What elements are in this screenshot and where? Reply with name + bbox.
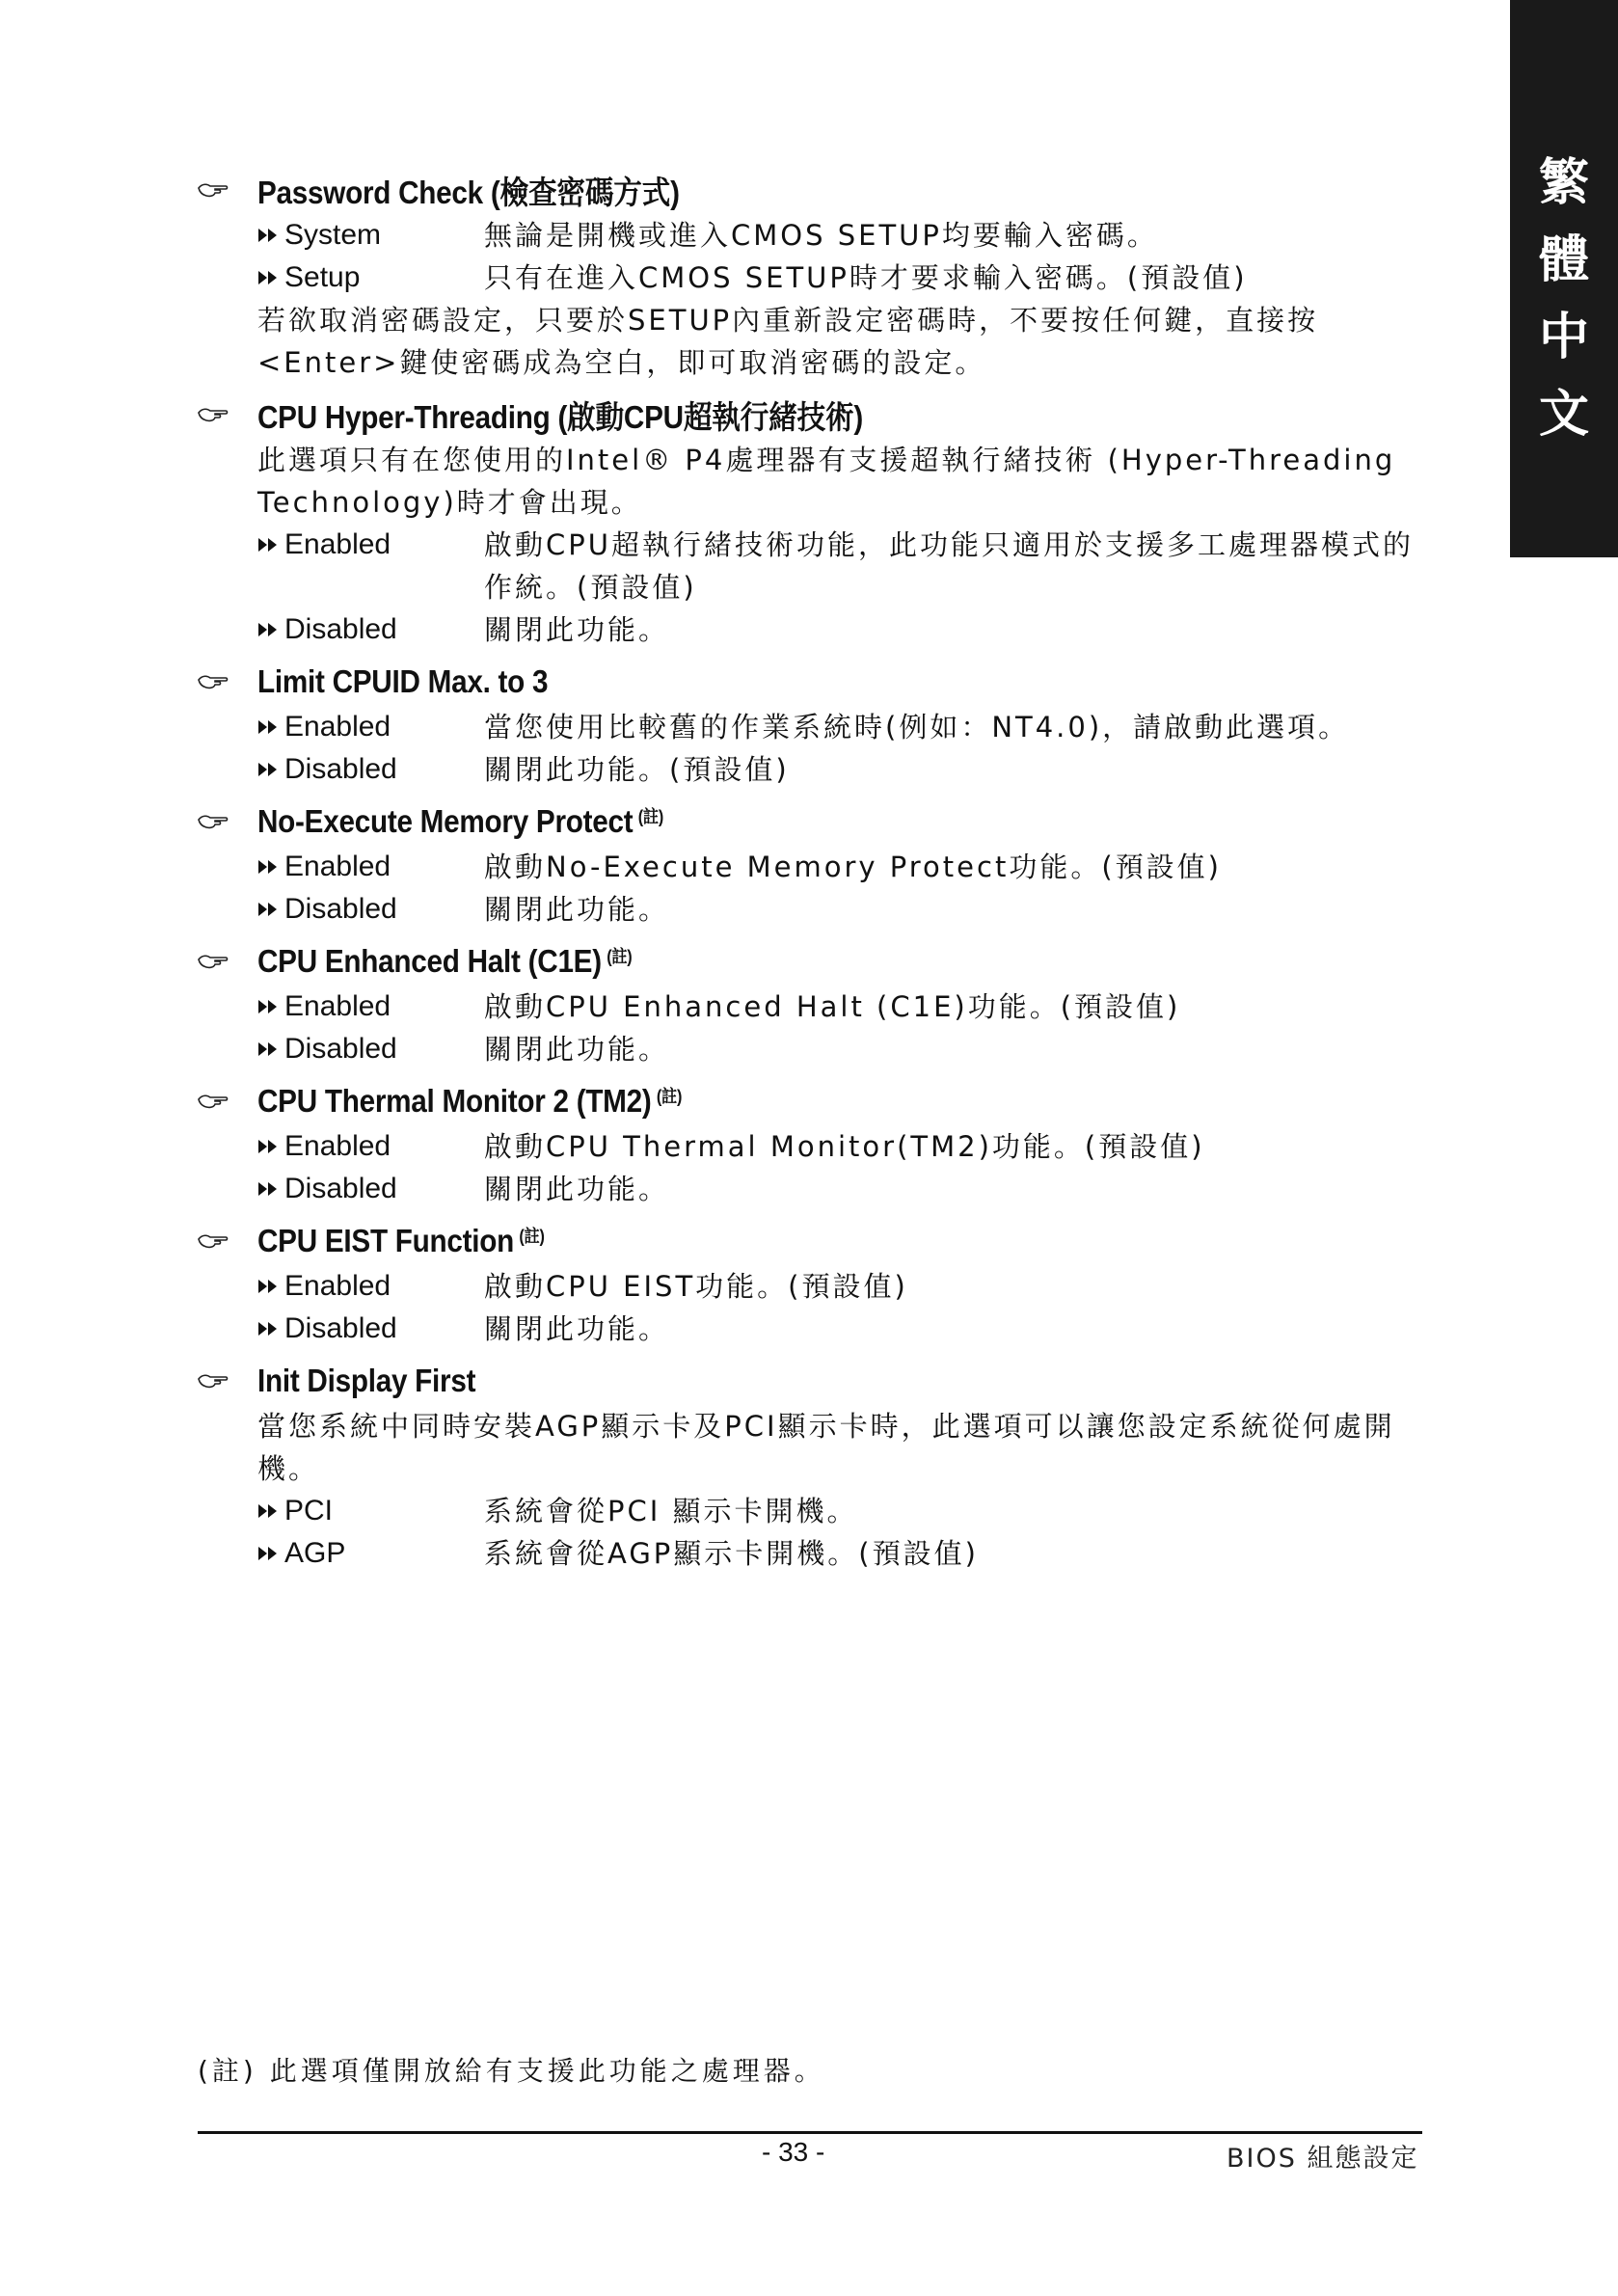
language-tab (1510, 0, 1618, 557)
double-arrow-icon (257, 1278, 279, 1295)
section-note: 若欲取消密碼設定，只要於SETUP內重新設定密碼時，不要按任何鍵，直接按<Enter>鍵使密碼成為空白，即可取消密碼的設定。 (257, 304, 1319, 379)
footer-divider (198, 2131, 1422, 2134)
option-name (257, 214, 484, 257)
section-title (257, 168, 680, 213)
section-heading (198, 391, 1422, 439)
option-description: 關閉此功能。(預設值) (484, 753, 790, 786)
option-description: 關閉此功能。 (484, 893, 670, 926)
option-name-text: Enabled (284, 1130, 391, 1162)
option-name-text: Disabled (284, 613, 397, 645)
option-row (198, 706, 1422, 748)
option-description: 系統會從PCI 顯示卡開機。 (484, 1495, 858, 1527)
double-arrow-icon (257, 1502, 279, 1520)
option-row (198, 1265, 1422, 1308)
footnote-marker: (註) (637, 807, 663, 826)
option-row (198, 214, 1422, 257)
main-content (198, 166, 1422, 1581)
option-description: 關閉此功能。 (484, 1033, 670, 1066)
language-tab-char: 文 (1538, 385, 1589, 444)
option-row (198, 257, 1422, 299)
option-name-text: Disabled (284, 893, 397, 925)
bios-setting-section (198, 658, 1422, 791)
double-arrow-icon (257, 761, 279, 778)
section-heading (198, 797, 1422, 846)
bios-setting-section (198, 937, 1422, 1070)
section-title (257, 803, 663, 840)
section-title-text: CPU Hyper-Threading (啟動CPU超執行緒技術) (257, 398, 864, 435)
footnote-marker: (註) (656, 1087, 683, 1106)
section-heading (198, 1357, 1422, 1405)
option-row (198, 846, 1422, 888)
option-description: 當您使用比較舊的作業系統時(例如：NT4.0)，請啟動此選項。 (484, 711, 1350, 743)
pointing-hand-icon (198, 952, 257, 971)
double-arrow-icon (257, 718, 279, 736)
section-title (257, 663, 548, 700)
option-description: 啟動CPU Thermal Monitor(TM2)功能。(預設值) (484, 1130, 1205, 1163)
option-name (257, 706, 484, 748)
bios-setting-section (198, 391, 1422, 651)
option-name-text: Disabled (284, 1312, 397, 1344)
option-description: 關閉此功能。 (484, 1173, 670, 1205)
language-tab-char: 體 (1538, 230, 1589, 289)
option-row (198, 1125, 1422, 1168)
option-description: 關閉此功能。 (484, 1312, 670, 1345)
section-intro: 此選項只有在您使用的Intel® P4處理器有支援超執行緒技術 (Hyper-Threading Technology)時才會出現。 (257, 444, 1396, 519)
option-description: 啟動CPU EIST功能。(預設值) (484, 1270, 908, 1303)
pointing-hand-icon (198, 1371, 257, 1391)
section-title (257, 392, 863, 438)
option-description: 只有在進入CMOS SETUP時才要求輸入密碼。(預設值) (484, 261, 1248, 294)
option-name-text: Enabled (284, 1270, 391, 1302)
section-heading (198, 166, 1422, 214)
double-arrow-icon (257, 227, 279, 244)
section-intro: 當您系統中同時安裝AGP顯示卡及PCI顯示卡時，此選項可以讓您設定系統從何處開機。 (257, 1410, 1395, 1485)
option-row (198, 524, 1422, 608)
double-arrow-icon (257, 1138, 279, 1155)
option-description: 無論是開機或進入CMOS SETUP均要輸入密碼。 (484, 219, 1158, 252)
footnote-marker: (註) (607, 947, 633, 966)
section-title-text: CPU Thermal Monitor 2 (TM2) (257, 1083, 652, 1119)
option-name-text: Disabled (284, 1173, 397, 1204)
section-heading (198, 937, 1422, 986)
bios-setting-section (198, 166, 1422, 384)
option-row (198, 888, 1422, 931)
option-description: 啟動No-Execute Memory Protect功能。(預設值) (484, 851, 1222, 883)
option-name-text: Enabled (284, 851, 391, 882)
bios-setting-section (198, 1077, 1422, 1210)
option-name-text: Disabled (284, 753, 397, 785)
language-tab-char: 繁 (1538, 153, 1589, 212)
option-row (198, 1028, 1422, 1070)
section-title (257, 1083, 682, 1120)
double-arrow-icon (257, 1320, 279, 1337)
option-name (257, 1168, 484, 1210)
section-heading (198, 658, 1422, 706)
option-row (198, 986, 1422, 1028)
page-number: - 33 - (762, 2137, 825, 2167)
option-name (257, 986, 484, 1028)
option-name-text: Disabled (284, 1033, 397, 1065)
option-name (257, 1125, 484, 1168)
pointing-hand-icon (198, 672, 257, 691)
section-title-text: Limit CPUID Max. to 3 (257, 663, 549, 699)
section-title-text: Password Check (檢查密碼方式) (257, 174, 680, 210)
option-description: 系統會從AGP顯示卡開機。(預設值) (484, 1537, 979, 1570)
option-row (198, 1308, 1422, 1350)
option-name-text: Enabled (284, 990, 391, 1022)
option-name-text: Enabled (284, 528, 391, 560)
bios-setting-section (198, 1357, 1422, 1575)
option-name (257, 1308, 484, 1350)
option-name (257, 748, 484, 791)
option-name (257, 846, 484, 888)
option-name-text: Setup (284, 261, 361, 293)
section-heading (198, 1077, 1422, 1125)
bios-setting-section (198, 797, 1422, 931)
section-title-text: CPU Enhanced Halt (C1E) (257, 943, 602, 979)
option-row (198, 1490, 1422, 1532)
option-name-text: AGP (284, 1537, 346, 1569)
section-title-text: CPU EIST Function (257, 1223, 515, 1258)
option-name (257, 1532, 484, 1575)
section-title (257, 1363, 475, 1399)
footnote-marker: (註) (519, 1227, 545, 1246)
language-tab-char: 中 (1538, 308, 1589, 366)
option-name-text: System (284, 219, 382, 251)
option-row (198, 748, 1422, 791)
option-description: 關閉此功能。 (484, 613, 670, 646)
pointing-hand-icon (198, 1231, 257, 1251)
double-arrow-icon (257, 1040, 279, 1058)
option-name (257, 524, 484, 566)
option-row (198, 1532, 1422, 1575)
section-title-text: No-Execute Memory Protect (257, 803, 634, 839)
double-arrow-icon (257, 269, 279, 286)
option-name-text: Enabled (284, 711, 391, 743)
section-title-text: Init Display First (257, 1363, 476, 1398)
double-arrow-icon (257, 1180, 279, 1198)
double-arrow-icon (257, 536, 279, 554)
double-arrow-icon (257, 901, 279, 918)
option-name-text: PCI (284, 1495, 334, 1526)
section-title (257, 1223, 545, 1259)
section-heading (198, 1217, 1422, 1265)
option-name (257, 257, 484, 299)
double-arrow-icon (257, 858, 279, 876)
option-name (257, 1265, 484, 1308)
pointing-hand-icon (198, 180, 257, 200)
option-row (198, 1168, 1422, 1210)
option-name (257, 1028, 484, 1070)
option-name (257, 1490, 484, 1532)
section-title (257, 943, 632, 980)
option-row (198, 608, 1422, 651)
pointing-hand-icon (198, 405, 257, 424)
option-description: 啟動CPU超執行緒技術功能，此功能只適用於支援多工處理器模式的作統。(預設值) (484, 528, 1414, 604)
pointing-hand-icon (198, 1092, 257, 1111)
bios-setting-section (198, 1217, 1422, 1350)
double-arrow-icon (257, 1545, 279, 1562)
double-arrow-icon (257, 621, 279, 638)
double-arrow-icon (257, 998, 279, 1015)
footnote: (註) 此選項僅開放給有支援此功能之處理器。 (198, 2055, 825, 2087)
option-description: 啟動CPU Enhanced Halt (C1E)功能。(預設值) (484, 990, 1181, 1023)
pointing-hand-icon (198, 812, 257, 831)
option-name (257, 888, 484, 931)
footer-chapter-title: BIOS 組態設定 (1227, 2144, 1419, 2174)
option-name (257, 608, 484, 651)
